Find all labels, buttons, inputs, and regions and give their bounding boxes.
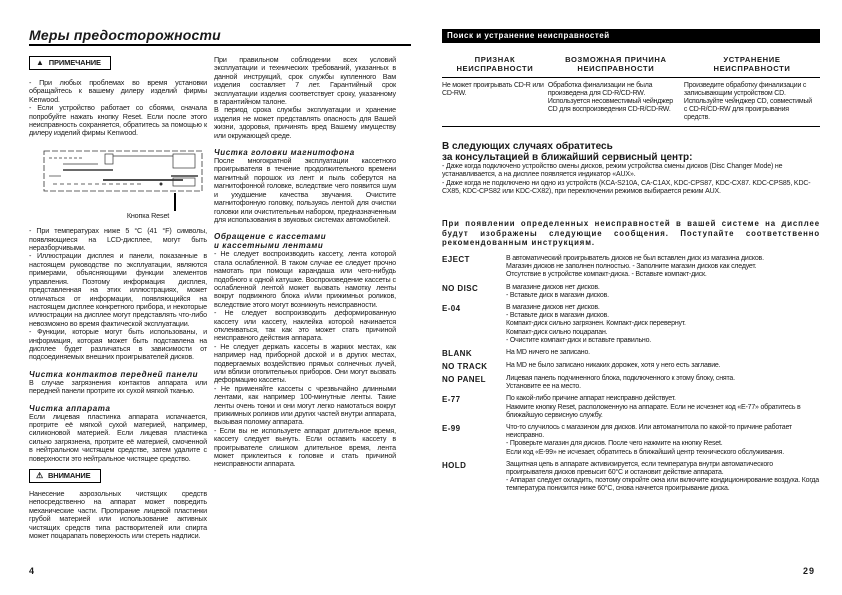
messages-intro: При появлении определенных неисправностей в вашей системе на дисплее будут изображены следующие сообщения. Поступайте соответственно рекомендованным инструкциям.: [442, 219, 820, 248]
description-line: В магазине дисков нет дисков.: [506, 304, 600, 312]
caution-label-box: [29, 469, 101, 483]
remedy-cell: Произведите обработку финализации с записывающим устройством CD. Используйте чейнджер CD, совместимый с CD-R/CD-RW для проигрывания средств.: [684, 78, 820, 127]
caution-triangle-icon: ⚠: [36, 470, 44, 480]
note-paragraph: - Функции, которые могут быть использованы, и информация, которая может быть подставлена на дисплее будет различаться в зависимости от подсоединяемых внешних проигрывателей дисков.: [29, 327, 207, 362]
unit-cleaning-heading: Чистка аппарата: [29, 403, 111, 413]
page-title: Меры предосторожности: [29, 27, 221, 43]
error-code-description: [506, 362, 720, 371]
description-line: - Вставьте диск в магазин дисков.: [506, 312, 609, 320]
error-code-description: [506, 304, 686, 345]
error-code-row: [442, 424, 820, 457]
left-column-1: [29, 56, 207, 540]
error-code-description: [506, 349, 590, 358]
error-code-description: [506, 255, 764, 280]
service-item: - Даже когда не подключено ни одно из устройств (KCA-S210A, CA-C1AX, KDC-CPS87, KDC-CX87. KDC-CPS85, KDC-CX85, KDC-CPS82 или KDC-CX82), при переключении режимов выбирается режим AUX.: [442, 179, 811, 195]
service-heading-2: за консультацией в ближайший сервисный центр:: [442, 152, 693, 163]
reset-pointer-line: [174, 193, 176, 211]
error-code-description: [506, 375, 735, 391]
error-code: BLANK: [442, 349, 472, 359]
warning-triangle-icon: ▲: [36, 57, 44, 67]
description-line: На MD не было записано никаких дорожек, хотя у него есть заглавие.: [506, 362, 721, 370]
note-paragraph: - Иллюстрации дисплея и панели, показанные в настоящем руководстве по эксплуатации, являются примерами, объясняющими функции элементов управления. Поэтому информация дисплея, представленная на этих иллюстрациях, может отличаться от информации, появляющийся на настоящем дисплее конкретного прибора, и некоторые иллюстрации на дисплее могут представлять что-либо невозможно во время фактической эксплуатации.: [29, 251, 207, 328]
title-rule: [29, 44, 411, 46]
description-line: Установите ее на место.: [506, 383, 581, 391]
description-line: - Очистите компакт-диск и вставьте правильно.: [506, 336, 652, 344]
service-life-paragraph: При правильном соблюдении всех условий эксплуатации и технических требований, указанных в данной инструкций, срок службы купленного Вам изделия составляет 7 лет. Гарантийный срок эксплуатации изделия соответствует сроку, указанному в гарантийном талоне.: [214, 55, 396, 107]
error-code-row: [442, 395, 820, 420]
caution-text: Нанесение аэрозольных чистящих средств непосредственно на аппарат может повредить механические части. Протирание лицевой пластинки грубой материей или использование активных чистящих средств типа растворителей или спирта может поцарапать поверхность или стереть надписи.: [29, 489, 207, 541]
description-line: Компакт-диск сильно загрязнен. Компакт-диск перевернут.: [506, 320, 686, 328]
description-line: Что-то случилось с магазином для дисков. Или автомагнитола по какой-то причине работает неисправно.: [506, 424, 792, 440]
description-line: Магазин дисков не заполнен полностью. - Заполните магазин дисков как следует.: [506, 263, 757, 271]
error-code-description: [506, 461, 820, 494]
note-label: ПРИМЕЧАНИЕ: [48, 57, 101, 67]
description-line: Защитная цепь в аппарате активизируется, если температура внутри автоматического проигрывателя дисков превысит 60°C и остановит действие аппарата.: [506, 460, 773, 477]
error-code-row: [442, 304, 820, 345]
troubleshooting-table: [442, 56, 820, 127]
error-code-row: [442, 284, 820, 300]
error-code-row: [442, 375, 820, 391]
head-cleaning-text: После многократной эксплуатации кассетного проигрывателя в течение продолжительного времени магнитный порошок из лент и пыль соберутся на магнитофонной головке, вследствие чего появится шум и ухудшение качества звучания. Очистите магнитофонную головку, пользуясь лентой для очистки головки или очистительным набором, предназначенным для использования в звуковых системах автомобилей.: [214, 156, 396, 224]
car-stereo-faceplate-figure: [43, 150, 203, 192]
cassette-heading-2: и кассетными лентами: [214, 241, 324, 251]
error-code: E-99: [442, 424, 461, 434]
front-panel-text: В случае загрязнения контактов аппарата или передней панели протрите их сухой мягкой тканью.: [29, 377, 207, 396]
note-paragraph: - При любых проблемах во время установки обращайтесь к вашему дилеру изделий фирмы Kenwood.: [29, 78, 207, 104]
description-line: - Вставьте диск в магазин дисков.: [506, 291, 609, 299]
error-code: EJECT: [442, 255, 470, 264]
note-paragraph: - Если устройство работает со сбоями, сначала попробуйте нажать кнопку Reset. Если после этого неисправность сохраняется, обратитесь за помощью к дилеру изделий фирмы Kenwood.: [29, 103, 207, 138]
page-number-right: 29: [803, 566, 816, 576]
description-line: Нажмите кнопку Reset, расположенную на аппарате. Если не исчезнет код «E-77» обратитесь в ближайшую сервисную службу.: [506, 403, 801, 419]
head-cleaning-heading: Чистка головки магнитофона: [214, 148, 355, 158]
service-center-section: [442, 141, 820, 196]
cassette-item: - Не следует воспроизводить кассету, лента которой стала ослабленной. В таком случае ее следует прочно намотать при помощи карандаша или чего-нибудь подобного к одной катушке. Воспроизведение кассеты с ослабленной лентой может вызвать намотку ленты вокруг подвижного блока и/или прижимных роликов, вследствие этого могут возникнуть неисправности.: [214, 249, 396, 309]
cassette-item: - Не следует держать кассеты в жарких местах, как например над приборной доской и в других местах, подвергаемых воздействию прямых солнечных лучей, или вблизи отопительных приборов. Они могут вызвать деформацию кассеты.: [214, 341, 396, 385]
cause-cell: Обработка финализации не была произведена для CD-R/CD-RW. Используется несовместимый чейнджер CD для воспроизведения CD-R/CD-RW.: [548, 78, 684, 127]
caution-label: ВНИМАНИЕ: [48, 470, 91, 480]
error-code: E-04: [442, 304, 461, 314]
description-line: Отсутствие в устройстве компакт-диска. - Вставьте компакт-диск.: [506, 271, 707, 279]
description-line: Если код «E-99» не исчезает, обратитесь в ближайший центр технического обслуживания.: [506, 448, 784, 456]
error-code: NO TRACK: [442, 362, 488, 372]
note-paragraph: - При температурах ниже 5 °C (41 °F) символы, появляющиеся на LCD-дисплее, могут быть неразборчивыми.: [29, 226, 207, 253]
left-column-2: [214, 56, 396, 469]
description-line: По какой-либо причине аппарат неисправно действует.: [506, 395, 676, 403]
service-heading: В следующих случаях обратитесь: [442, 141, 613, 152]
column-header-cause: ВОЗМОЖНАЯ ПРИЧИНА НЕИСПРАВНОСТИ: [548, 56, 684, 78]
error-code-description: [506, 424, 820, 457]
description-line: В автоматический проигрыватель дисков не был вставлен диск из магазина дисков.: [506, 255, 764, 262]
front-panel-heading: Чистка контактов передней панели: [29, 369, 199, 379]
note-label-box: [29, 56, 111, 70]
description-line: - Аппарат следует охладить, поэтому откройте окна или включите кондиционирование воздуха. Когда температура понизится ниже 60°C, снова начнется проигрывание диска.: [506, 477, 819, 493]
cassette-item: - Если вы не используете аппарат длительное время, кассету следует вынуть. Если оставить кассету в проигрывателе слишком длительное время, лента может приклеиться к головке и стать причиной неисправности аппарата.: [214, 425, 396, 469]
error-code-description: [506, 284, 609, 300]
error-code-row: [442, 255, 820, 280]
symptom-cell: Не может проигрывать CD-R или CD-RW.: [442, 78, 548, 127]
error-code-description: [506, 395, 820, 420]
description-line: - Проверьте магазин для дисков. После чего нажмите на кнопку Reset.: [506, 440, 723, 448]
error-code: E-77: [442, 395, 461, 405]
cassette-item: - Не следует воспроизводить деформированную кассету или кассету, наклейка которой начинается отклеиваться, так как это может стать причиной неисправного действия аппарата.: [214, 308, 396, 343]
page-number-left: 4: [29, 566, 35, 576]
cassette-heading: Обращение с кассетами: [214, 232, 327, 242]
error-code-row: [442, 349, 820, 358]
device-illustration: [43, 150, 203, 192]
description-line: Компакт-диск сильно поцарапан.: [506, 328, 608, 336]
error-code: NO PANEL: [442, 375, 486, 385]
table-row: [442, 78, 820, 127]
service-item: - Даже когда подключено устройство смены дисков, режим устройства смены дисков (Disc Changer Mode) не устанавливается, а на дисплее появляется индикатор «AUX».: [442, 163, 783, 179]
error-code-row: [442, 362, 820, 371]
section-title-bar: Поиск и устранение неисправностей: [442, 29, 820, 43]
description-line: В магазине дисков нет дисков.: [506, 283, 600, 291]
unit-cleaning-text: Если лицевая пластинка аппарата испачкается, протрите её мягкой сухой материей, например, силиконовой материей. Если лицевая пластинка сильно загрязнена, протрите её материей, смоченной в нейтральном чистящем средстве, затем удалите с поверхности это нейтральное чистящее средство.: [29, 411, 207, 463]
service-life-paragraph: В период срока службы эксплуатации и хранение изделия не может представлять опасность для Вашей жизни, здоровья, причинять вред Вашему имуществу или окружающей среде.: [214, 105, 396, 140]
column-header-symptom: ПРИЗНАК НЕИСПРАВНОСТИ: [442, 56, 548, 78]
reset-button-label: Кнопка Reset: [126, 210, 170, 220]
column-header-remedy: УСТРАНЕНИЕ НЕИСПРАВНОСТИ: [684, 56, 820, 78]
description-line: Лицевая панель подчиненного блока, подключенного к этому блоку, снята.: [506, 375, 735, 383]
description-line: На MD ничего не записано.: [506, 349, 590, 357]
error-code-list: [442, 255, 820, 498]
error-code-row: [442, 461, 820, 494]
cassette-item: - Не применяйте кассеты с чрезвычайно длинными лентами, как например 100-минутные ленты. Такие ленты очень тонки и они могут легко намотаться вокруг прижимных роликов или других частей внутри аппарата, вызывая поломку аппарата.: [214, 383, 396, 427]
error-code: HOLD: [442, 460, 467, 470]
error-code: NO DISC: [442, 283, 479, 293]
